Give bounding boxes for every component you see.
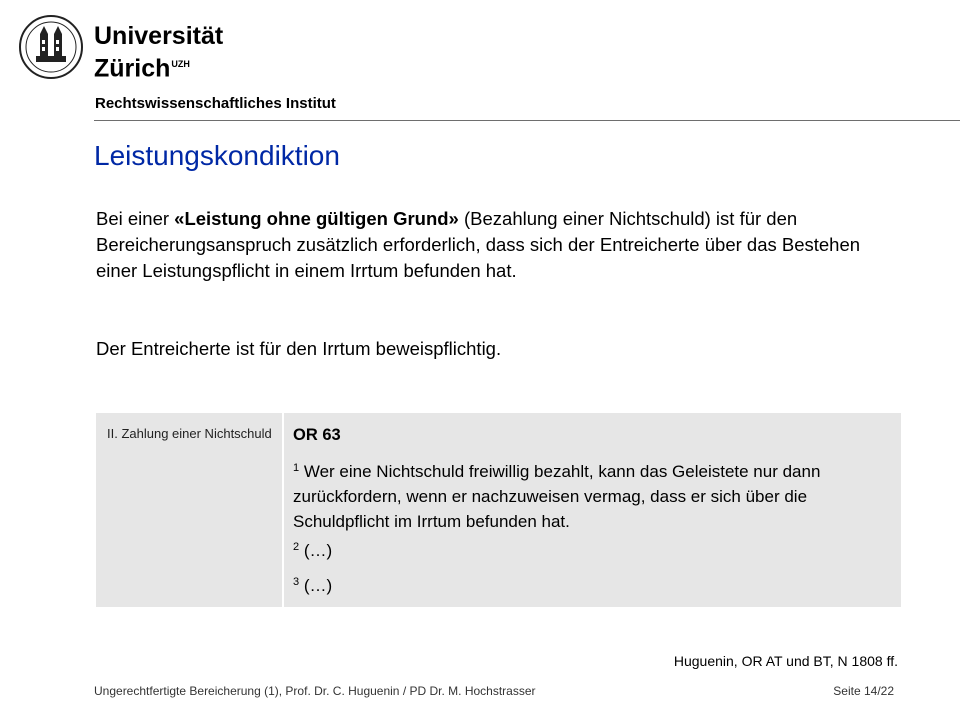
paragraph-text-3: (…) bbox=[299, 576, 333, 595]
statute-paragraph-2 bbox=[293, 541, 332, 561]
institute-name: Rechtswissenschaftliches Institut bbox=[95, 95, 336, 112]
paragraph-number-2: 2 bbox=[293, 541, 300, 553]
footer-page-number: Seite 14/22 bbox=[833, 684, 894, 698]
statute-section-heading: II. Zahlung einer Nichtschuld bbox=[107, 426, 272, 441]
university-seal-icon bbox=[18, 14, 84, 80]
footer-lecture-info: Ungerechtfertigte Bereicherung (1), Prof. Dr. C. Huguenin / PD Dr. M. Hochstrasser bbox=[94, 684, 536, 698]
body-paragraph-2: Der Entreicherte ist für den Irrtum beweispflichtig. bbox=[96, 338, 502, 359]
statute-paragraph-1 bbox=[293, 456, 893, 534]
statute-paragraph-3 bbox=[293, 576, 332, 596]
statute-box-divider bbox=[282, 413, 284, 607]
source-citation: Huguenin, OR AT und BT, N 1808 ff. bbox=[673, 653, 898, 669]
paragraph-text-1: Wer eine Nichtschuld freiwillig bezahlt, kann das Geleistete nur dann zurückfordern, wenn er nachzuweisen vermag, dass er sich über die Schuldpflicht im Irrtum befunden hat. bbox=[293, 462, 821, 531]
wordmark-line2 bbox=[94, 50, 223, 82]
paragraph-number-3: 3 bbox=[293, 576, 300, 588]
paragraph-number-1: 1 bbox=[293, 462, 300, 474]
statute-reference: OR 63 bbox=[293, 426, 341, 444]
paragraph-text-2: (…) bbox=[299, 541, 333, 560]
para1-text-end: (Bezahlung einer Nichtschuld) ist für den Bereicherungsanspruch zusätzlich erforderlich, dass sich der Entreicherte über das Bestehen einer Leistungspflicht in einem Irrtum befunden hat. bbox=[96, 208, 861, 281]
wordmark-zurich: Zürich bbox=[94, 54, 171, 83]
wordmark-line1: Universität bbox=[94, 22, 224, 50]
para1-emphasis: «Leistung ohne gültigen Grund» bbox=[174, 208, 459, 229]
slide-title: Leistungskondiktion bbox=[94, 140, 340, 171]
header-divider bbox=[94, 120, 960, 121]
wordmark-uzh: UZH bbox=[171, 59, 190, 69]
body-paragraph-1 bbox=[96, 206, 866, 284]
para1-text-start: Bei einer bbox=[96, 208, 175, 229]
university-wordmark bbox=[94, 22, 223, 82]
